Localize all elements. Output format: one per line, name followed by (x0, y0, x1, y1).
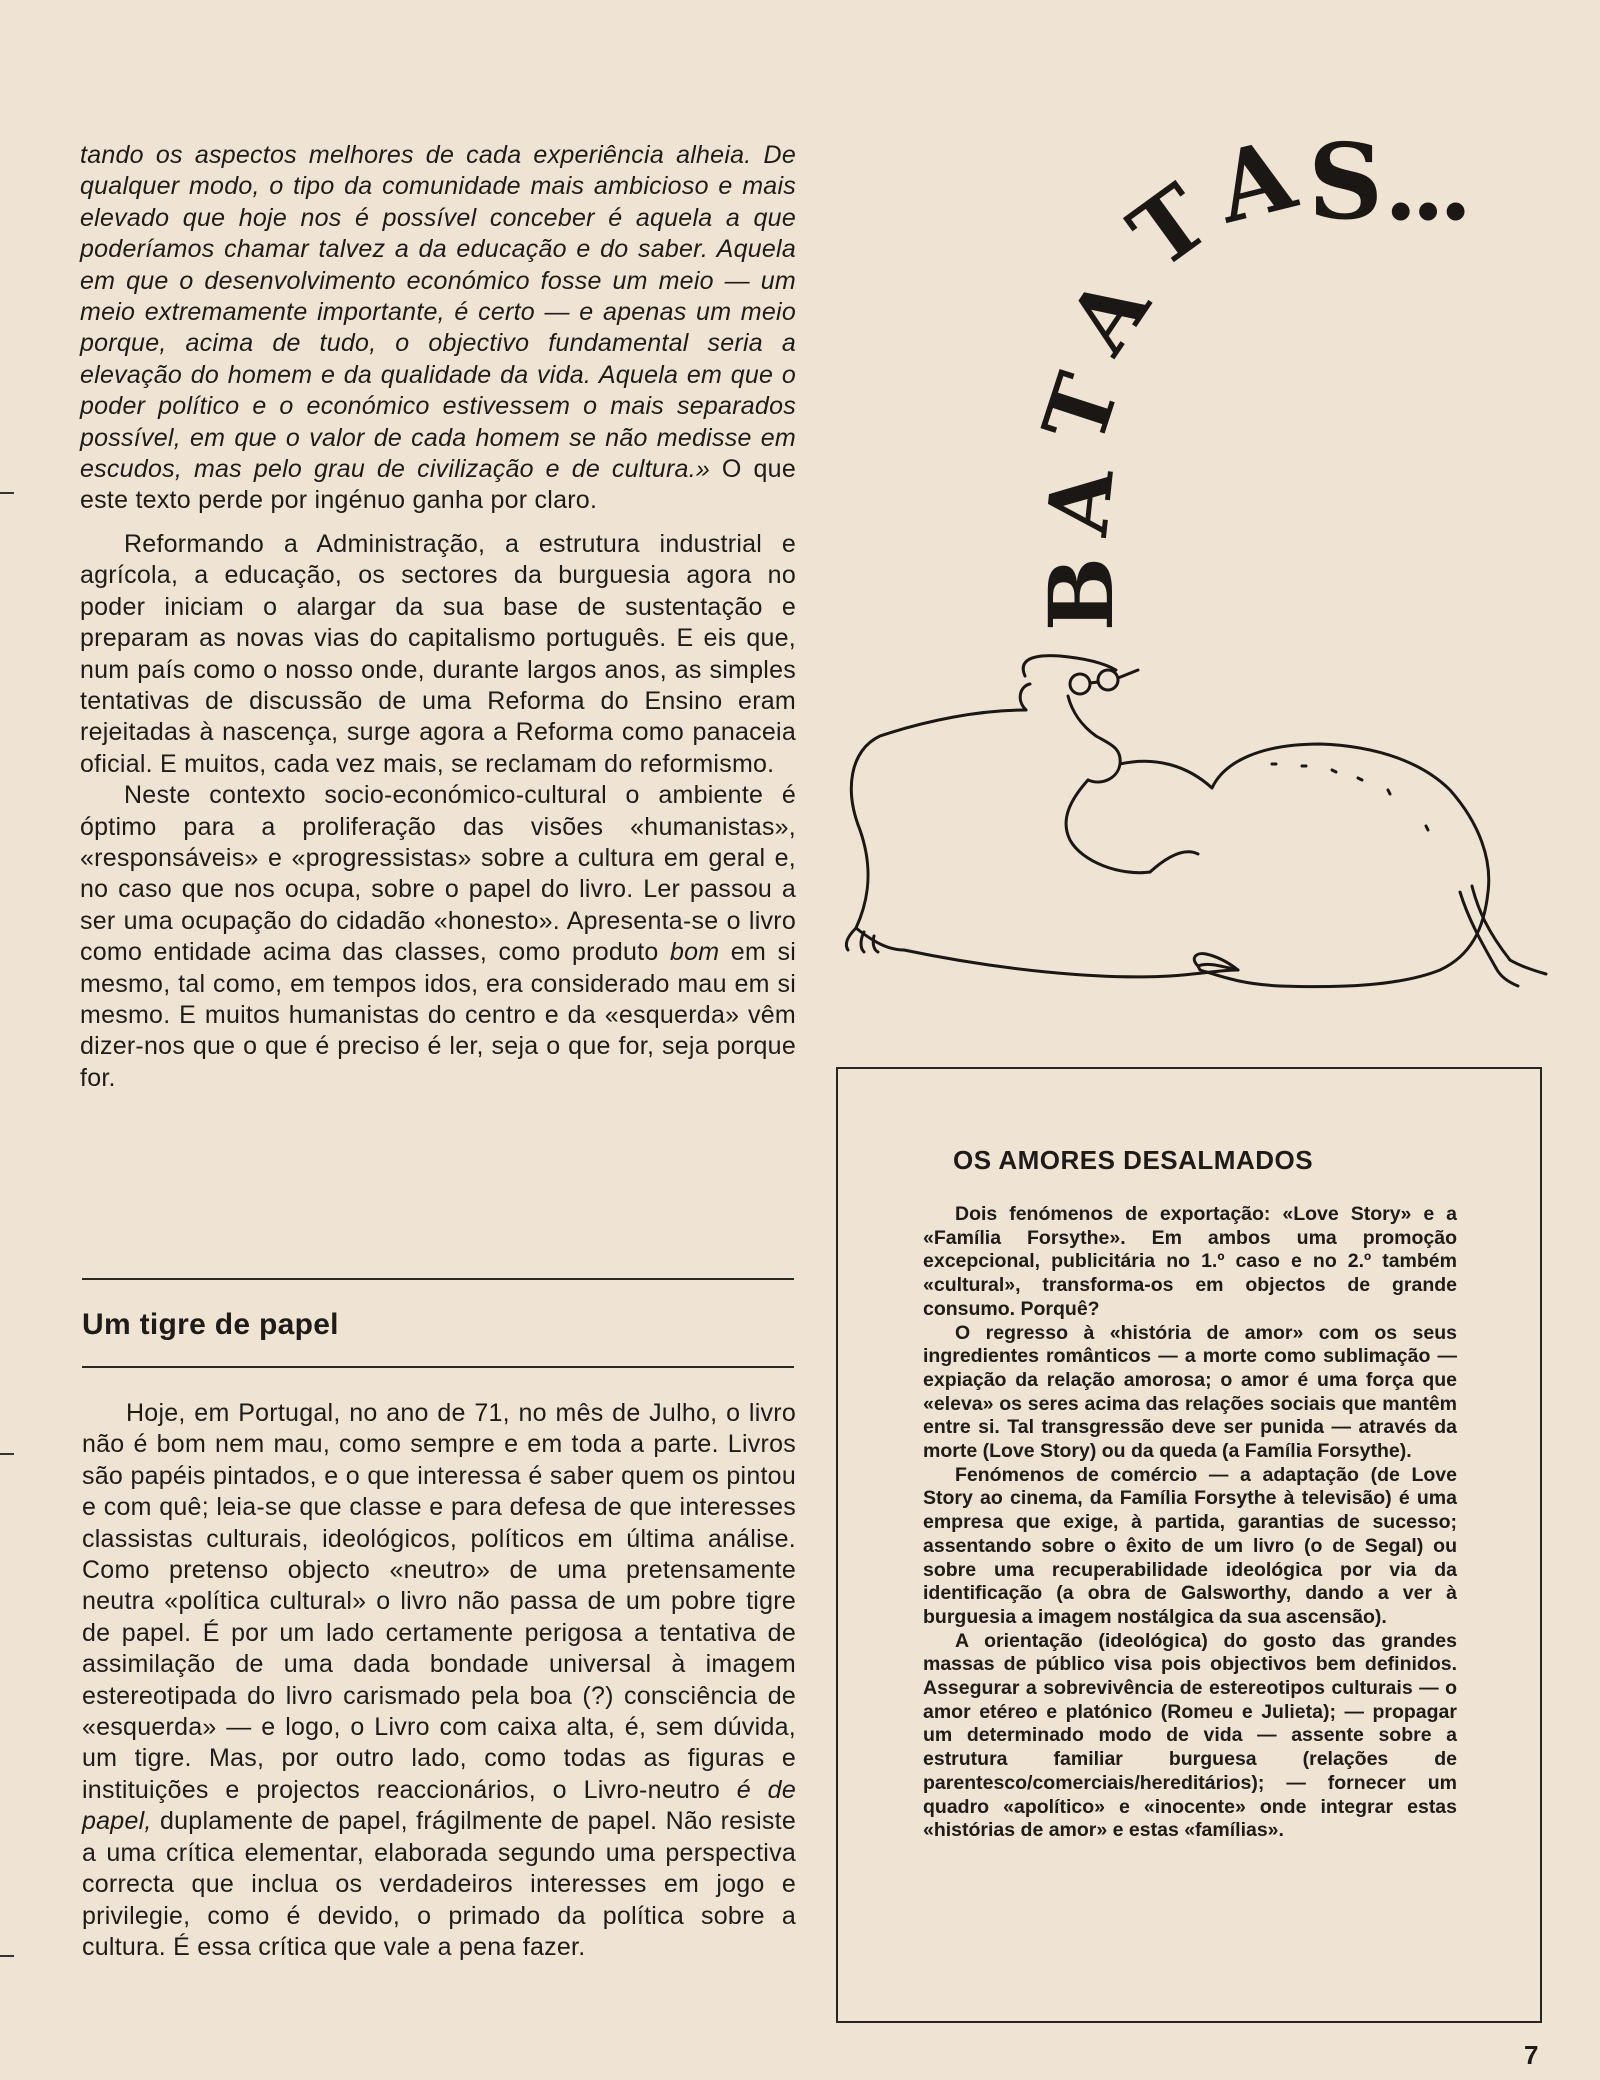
title-letter: B (1029, 556, 1134, 632)
box-body (923, 1203, 1457, 1843)
cartoon-figure-with-potato (820, 640, 1560, 1010)
box-paragraph: A orientação (ideológica) do gosto das grandes massas de público visa pois objectivos bem definidos. Assegurar a sobrevivência de estereotipos culturais — o amor etéreo e platónico (Romeu e Julieta); — propagar um determinado modo de vida — assente sobre a estrutura familiar burguesa (relações de parentesco/comerciais/hereditários); — fornecer um quadro «apolítico» e «inocente» onde integrar estas «histórias de amor» e estas «famílias». (923, 1629, 1457, 1842)
section-rule-top (82, 1278, 794, 1280)
title-ellipsis: ... (1384, 129, 1467, 242)
paragraph-context: Neste contexto socio-económico-cultural o ambiente é óptimo para a proliferação das visões «humanistas», «responsáveis» e «progressistas» sobre a cultura em geral e, no caso que nos ocupa, sobre o papel do livro. Ler passou a ser uma ocupação do cidadão «honesto». Apresenta-se o livro como entidade acima das classes, como produto bom em si mesmo, tal como, em tempos idos, era considerado mau em si mesmo. E muitos humanistas do centro e da «esquerda» vêm dizer-nos que o que é preciso é ler, seja o que for, seja porque for. (80, 781, 796, 1092)
opening-paragraph (80, 140, 796, 517)
emphasis-bom: bom (669, 938, 720, 967)
title-letter: A (1205, 117, 1305, 246)
margin-mark (0, 492, 14, 494)
section-rule-bottom (82, 1366, 794, 1368)
box-paragraph: Dois fenómenos de exportação: «Love Story» e a «Família Forsythe». Em ambos uma promoção excepcional, publicitária no 1.º caso e no 2.º também «cultural», transforma-os em objectos de grande consumo. Porquê? (923, 1203, 1457, 1320)
quote-commentary: O que este texto perde por ingénuo ganha por claro. (80, 455, 796, 515)
left-column (80, 140, 796, 1094)
quoted-text: tando os aspectos melhores de cada experiência alheia. De qualquer modo, o tipo da comunidade mais ambicioso e mais elevado que hoje nos é possível conceber é aquela a que poderíamos chamar talvez a da educação e do saber. Aquela em que o desenvolvimento económico fosse um meio — um meio extremamente importante, é certo — e apenas um meio porque, acima de tudo, o objectivo fundamental seria a elevação do homem e da qualidade da vida. Aquela em que o poder político e o económico estivessem o mais separados possível, em que o valor de cada homem se não medisse em escudos, mas pelo grau de civilização e de cultura.» (80, 141, 796, 484)
paragraph-reform: Reformando a Administração, a estrutura industrial e agrícola, a educação, os sectores da burguesia agora no poder iniciam o alargar da sua base de sustentação e preparam as novas vias do capitalismo português. E eis que, num país como o nosso onde, durante largos anos, as simples tentativas de discussão de uma Reforma do Ensino eram rejeitadas à nascença, surge agora a Reforma como panaceia oficial. E muitos, cada vez mais, se reclamam do reformismo. (80, 529, 796, 778)
box-paragraph: O regresso à «história de amor» com os seus ingredientes românticos — a morte como sublimação — expiação da relação amorosa; o amor é uma força que «eleva» os seres acima das relações sociais que mantêm entre si. Tal transgressão deve ser punida — através da morte (Love Story) ou da queda (a Família Forsythe). (923, 1321, 1457, 1463)
title-letter: A (1027, 464, 1133, 540)
title-letter: S (1308, 120, 1384, 243)
title-letter: T (1023, 362, 1140, 455)
title-letter: T (1111, 164, 1228, 290)
box-title: OS AMORES DESALMADOS (953, 1145, 1314, 1175)
page-number: 7 (1524, 2040, 1539, 2070)
margin-mark (0, 1955, 14, 1957)
margin-mark (0, 1453, 14, 1455)
title-letter: A (1048, 258, 1170, 371)
section-heading: Um tigre de papel (82, 1308, 339, 1341)
box-paragraph: Fenómenos de comércio — a adaptação (de Love Story ao cinema, da Família Forsythe à televisão) é uma empresa que exige, à partida, garantias de sucesso; assentando sobre o êxito de um livro (o de Segal) ou sobre uma recuperabilidade ideológica por via da identificação (a obra de Galsworthy, dando a ver à burguesia a imagem nostálgica da sua ascensão). (923, 1463, 1457, 1628)
sidebar-box (836, 1067, 1542, 2023)
paragraph-tigre: Hoje, em Portugal, no ano de 71, no mês de Julho, o livro não é bom nem mau, como sempre e em toda a parte. Livros são papéis pintados, e o que interessa é saber quem os pintou e com quê; leia-se que classe e para defesa de que interesses classistas culturais, ideológicos, políticos em última análise. Como pretenso objecto «neutro» de uma pretensamente neutra «política cultural» o livro não passa de um pobre tigre de papel. É por um lado certamente perigosa a tentativa de assimilação de uma dada bondade universal à imagem estereotipada do livro carismado pela boa (?) consciência de «esquerda» — e logo, o Livro com caixa alta, é, sem dúvida, um tigre. Mas, por outro lado, como todas as figuras e instituições e projectos reaccionários, o Livro-neutro é de papel, duplamente de papel, frágilmente de papel. Não resiste a uma crítica elementar, elaborada segundo uma perspectiva correcta que inclua os verdadeiros interesses em jogo e privilegie, como é devido, o primado da política sobre a cultura. É essa crítica que vale a pena fazer. (82, 1399, 796, 1961)
title-batatas (1020, 117, 1580, 640)
section-body (82, 1398, 796, 1963)
emphasis-de-papel: é de papel, (82, 1775, 796, 1836)
